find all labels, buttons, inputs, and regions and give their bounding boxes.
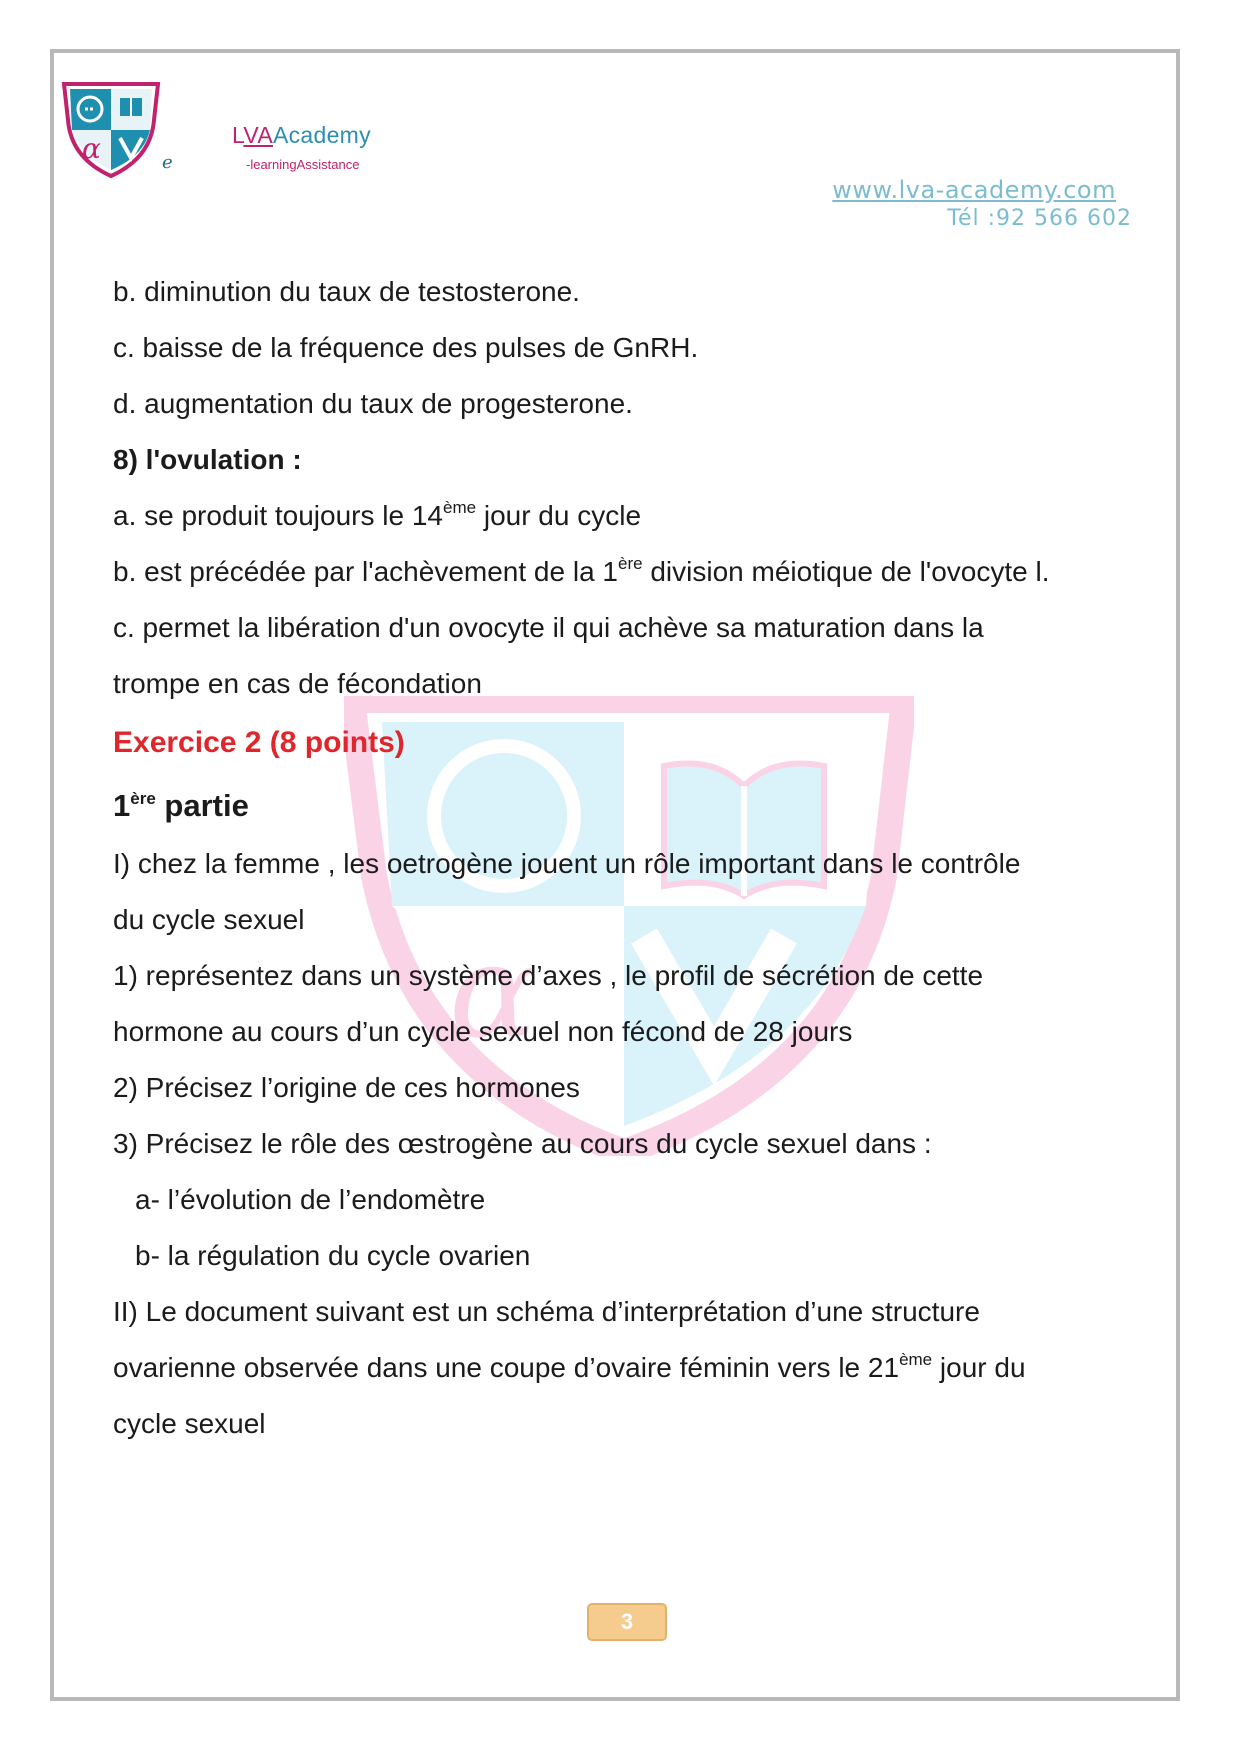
phone-number: Tél :92 566 602 [947, 206, 1132, 231]
q7-option-d: d. augmentation du taux de progesterone. [113, 388, 633, 419]
question-3: 3) Précisez le rôle des œstrogène au cours du cycle sexuel dans : [113, 1128, 932, 1159]
brand-academy: Academy [272, 122, 371, 148]
q8b-text: b. est précédée par l'achèvement de la 1 [113, 556, 618, 587]
exercise-2-title: Exercice 2 (8 points) [113, 726, 405, 759]
q8a-text-end: jour du cycle [476, 500, 642, 531]
svg-text:α: α [82, 132, 101, 165]
brand-l: L [232, 122, 244, 148]
section-ii-sup: ème [899, 1350, 933, 1369]
q7-option-b: b. diminution du taux de testosterone. [113, 276, 580, 307]
logo-e-mark: e [162, 152, 173, 173]
part-1-text: partie [155, 788, 249, 823]
q8b-sup: ère [618, 554, 643, 573]
svg-text:α: α [449, 915, 537, 1067]
q8a-sup: ème [442, 498, 477, 517]
q7-option-c: c. baisse de la fréquence des pulses de GnRH. [113, 332, 699, 363]
question-1-line1: 1) représentez dans un système d’axes , le profil de sécrétion de cette [113, 960, 984, 991]
q8-option-c-line1: c. permet la libération d'un ovocyte il qui achève sa maturation dans la [113, 612, 984, 643]
q8a-text: a. se produit toujours le 14 [113, 500, 443, 531]
brand-tagline: -learningAssistance [246, 157, 360, 172]
section-ii-text: ovarienne observée dans une coupe d’ovaire féminin vers le 21 [113, 1352, 900, 1383]
brand-va: VA [243, 122, 273, 148]
q8-title: 8) l'ovulation : [113, 444, 302, 475]
section-ii-line1: II) Le document suivant est un schéma d’interprétation d’une structure [113, 1296, 980, 1327]
question-1-line2: hormone au cours d’un cycle sexuel non fécond de 28 jours [113, 1016, 853, 1047]
question-3-a: a- l’évolution de l’endomètre [135, 1184, 486, 1215]
q8-option-c-line2: trompe en cas de fécondation [113, 668, 482, 699]
section-ii-line2 [113, 1352, 1026, 1384]
question-2: 2) Précisez l’origine de ces hormones [113, 1072, 580, 1103]
section-i-line2: du cycle sexuel [113, 904, 305, 935]
lva-logo-icon [56, 80, 166, 180]
section-i-line1: I) chez la femme , les oetrogène jouent un rôle important dans le contrôle [113, 848, 1021, 879]
part-1-sup: ère [130, 789, 156, 808]
q8-option-b [113, 556, 1049, 588]
website-link[interactable]: www.lva-academy.com [832, 176, 1116, 204]
page-number-badge: 3 [587, 1603, 667, 1641]
q8b-text-end: division méiotique de l'ovocyte l. [642, 556, 1050, 587]
part-1-num: 1 [113, 788, 131, 823]
brand-name [232, 122, 371, 149]
section-ii-line3: cycle sexuel [113, 1408, 266, 1439]
question-3-b: b- la régulation du cycle ovarien [135, 1240, 531, 1271]
part-1-title [113, 788, 249, 824]
section-ii-text-end: jour du [932, 1352, 1026, 1383]
q8-option-a [113, 500, 641, 532]
